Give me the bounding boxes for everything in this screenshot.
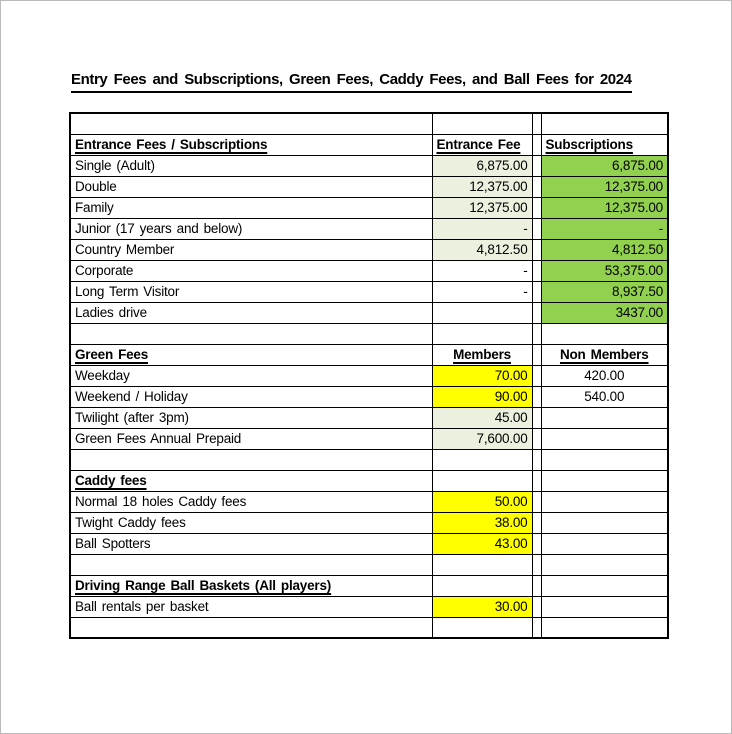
fee-value-cell: 7,600.00 [432, 428, 532, 449]
fee-value-cell: - [432, 218, 532, 239]
table-row [70, 512, 668, 533]
fee-value-cell [432, 470, 532, 491]
row-label-cell: Long Term Visitor [70, 281, 432, 302]
table-row [70, 281, 668, 302]
row-label-cell: Single (Adult) [70, 155, 432, 176]
fee-value-cell-2: 53,375.00 [541, 260, 668, 281]
fee-value-cell-2 [541, 470, 668, 491]
fee-value-cell-2 [541, 575, 668, 596]
row-label-cell: Caddy fees [70, 470, 432, 491]
column-gap-cell [532, 533, 541, 554]
spacer-row [70, 617, 668, 638]
column-gap-cell [532, 281, 541, 302]
column-gap-cell [532, 386, 541, 407]
fee-value-cell [432, 575, 532, 596]
column-gap-cell [532, 155, 541, 176]
row-label-cell [70, 113, 432, 134]
fee-value-cell [432, 323, 532, 344]
fee-value-cell-2 [541, 449, 668, 470]
column-gap-cell [532, 470, 541, 491]
row-label-cell: Weekday [70, 365, 432, 386]
column-gap-cell [532, 260, 541, 281]
fee-value-cell: 43.00 [432, 533, 532, 554]
page-title: Entry Fees and Subscriptions, Green Fees, Caddy Fees, and Ball Fees for 2024 [71, 71, 632, 93]
fee-value-cell: 30.00 [432, 596, 532, 617]
spacer-row [70, 449, 668, 470]
row-label-cell: Junior (17 years and below) [70, 218, 432, 239]
column-gap-cell [532, 407, 541, 428]
table-row [70, 260, 668, 281]
column-gap-cell [532, 365, 541, 386]
column-gap-cell [532, 344, 541, 365]
column-gap-cell [532, 554, 541, 575]
fee-value-cell: Entrance Fee [432, 134, 532, 155]
table-row [70, 365, 668, 386]
row-label-cell: Weekend / Holiday [70, 386, 432, 407]
row-label-cell: Double [70, 176, 432, 197]
row-label-cell [70, 449, 432, 470]
table-row [70, 218, 668, 239]
row-label-cell: Corporate [70, 260, 432, 281]
spacer-row [70, 323, 668, 344]
fee-value-cell-2 [541, 407, 668, 428]
fee-value-cell-2 [541, 113, 668, 134]
fee-value-cell-2: - [541, 218, 668, 239]
fee-value-cell-2: 8,937.50 [541, 281, 668, 302]
fee-value-cell-2 [541, 428, 668, 449]
fee-value-cell: 4,812.50 [432, 239, 532, 260]
row-label-cell: Ball rentals per basket [70, 596, 432, 617]
fees-table [69, 112, 669, 639]
row-label-cell: Ladies drive [70, 302, 432, 323]
row-label-cell: Entrance Fees / Subscriptions [70, 134, 432, 155]
row-label-cell: Twight Caddy fees [70, 512, 432, 533]
section-header-row [70, 134, 668, 155]
fees-table-body [70, 113, 668, 638]
fee-value-cell-2: 12,375.00 [541, 197, 668, 218]
fee-value-cell: Members [432, 344, 532, 365]
column-gap-cell [532, 218, 541, 239]
table-row [70, 239, 668, 260]
section-header-row [70, 470, 668, 491]
row-label-cell: Normal 18 holes Caddy fees [70, 491, 432, 512]
column-gap-cell [532, 617, 541, 638]
column-gap-cell [532, 575, 541, 596]
fee-value-cell: 12,375.00 [432, 197, 532, 218]
column-gap-cell [532, 449, 541, 470]
column-gap-cell [532, 176, 541, 197]
fee-value-cell: 45.00 [432, 407, 532, 428]
row-label-cell [70, 554, 432, 575]
fee-value-cell [432, 302, 532, 323]
column-gap-cell [532, 239, 541, 260]
fee-value-cell-2: 3437.00 [541, 302, 668, 323]
column-gap-cell [532, 491, 541, 512]
column-gap-cell [532, 596, 541, 617]
fee-value-cell-2: Subscriptions [541, 134, 668, 155]
table-row [70, 176, 668, 197]
table-row [70, 386, 668, 407]
table-row [70, 491, 668, 512]
row-label-cell: Green Fees [70, 344, 432, 365]
fee-value-cell-2 [541, 323, 668, 344]
fee-value-cell-2 [541, 533, 668, 554]
column-gap-cell [532, 428, 541, 449]
fee-value-cell-2 [541, 554, 668, 575]
table-row [70, 428, 668, 449]
fee-value-cell-2 [541, 491, 668, 512]
row-label-cell: Green Fees Annual Prepaid [70, 428, 432, 449]
spacer-row [70, 113, 668, 134]
fee-value-cell [432, 113, 532, 134]
fee-value-cell-2 [541, 596, 668, 617]
table-row [70, 302, 668, 323]
column-gap-cell [532, 134, 541, 155]
column-gap-cell [532, 512, 541, 533]
fee-value-cell [432, 449, 532, 470]
row-label-cell: Country Member [70, 239, 432, 260]
fee-value-cell: 50.00 [432, 491, 532, 512]
fee-value-cell-2: 6,875.00 [541, 155, 668, 176]
column-gap-cell [532, 113, 541, 134]
row-label-cell: Twilight (after 3pm) [70, 407, 432, 428]
fee-value-cell-2: 12,375.00 [541, 176, 668, 197]
fee-value-cell: 6,875.00 [432, 155, 532, 176]
fee-value-cell: 12,375.00 [432, 176, 532, 197]
row-label-cell: Family [70, 197, 432, 218]
column-gap-cell [532, 302, 541, 323]
fee-value-cell-2: Non Members [541, 344, 668, 365]
fee-value-cell [432, 617, 532, 638]
table-row [70, 407, 668, 428]
row-label-cell: Driving Range Ball Baskets (All players) [70, 575, 432, 596]
table-row [70, 155, 668, 176]
spacer-row [70, 554, 668, 575]
row-label-cell [70, 323, 432, 344]
table-row [70, 197, 668, 218]
fee-value-cell-2: 540.00 [541, 386, 668, 407]
row-label-cell [70, 617, 432, 638]
fee-value-cell: 38.00 [432, 512, 532, 533]
column-gap-cell [532, 197, 541, 218]
section-header-row [70, 344, 668, 365]
row-label-cell: Ball Spotters [70, 533, 432, 554]
fee-value-cell-2: 420.00 [541, 365, 668, 386]
fee-value-cell [432, 554, 532, 575]
table-row [70, 533, 668, 554]
section-header-row [70, 575, 668, 596]
table-row [70, 596, 668, 617]
fee-value-cell-2 [541, 617, 668, 638]
column-gap-cell [532, 323, 541, 344]
fee-value-cell-2: 4,812.50 [541, 239, 668, 260]
fee-value-cell-2 [541, 512, 668, 533]
fee-value-cell: 70.00 [432, 365, 532, 386]
fee-value-cell: 90.00 [432, 386, 532, 407]
fee-value-cell: - [432, 260, 532, 281]
fee-value-cell: - [432, 281, 532, 302]
